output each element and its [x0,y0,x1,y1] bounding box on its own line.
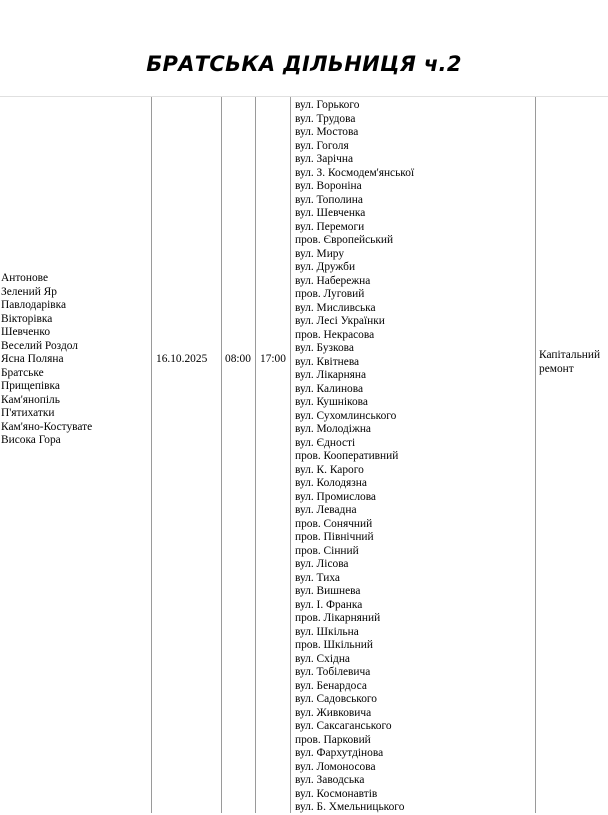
settlement-name: П'ятихатки [1,407,55,419]
street-name: пров. Сонячний [295,517,373,530]
street-name: вул. Сухомлинського [295,409,397,422]
street-name: вул. Садовського [295,693,378,705]
street-name: вул. Левадна [295,504,357,516]
column-divider [255,97,256,813]
street-name: вул. Заводська [295,774,365,786]
date-cell: 16.10.2025 [156,353,208,365]
settlement-name: Кам'яно-Костувате [1,420,93,433]
street-name: вул. Живковича [295,706,372,719]
street-name: вул. І. Франка [295,598,363,611]
street-name: вул. Бенардоса [295,679,367,692]
street-name: вул. Зарічна [295,153,354,165]
street-name: вул. Бузкова [295,342,354,354]
column-divider [221,97,222,813]
street-name: вул. Вороніна [295,180,362,192]
settlement-name: Ясна Поляна [1,353,64,365]
street-name: вул. Молодіжна [295,423,371,435]
street-name: вул. Лісова [295,558,349,570]
street-name: вул. Фархутдінова [295,747,384,759]
street-name: вул. Шевченка [295,207,366,219]
settlement-name: Павлодарівка [1,299,67,311]
street-name: вул. Ломоносова [295,760,376,773]
street-name: вул. Набережна [295,274,371,287]
street-name: вул. Горького [295,99,360,111]
street-name: вул. Б. Хмельницького [295,801,405,813]
time-to-cell: 17:00 [260,353,286,365]
reason-cell [539,348,607,376]
street-name: вул. Тобілевича [295,666,371,678]
street-name: пров. Лікарняний [295,612,381,624]
street-name: пров. Шкільний [295,639,373,651]
street-name: вул. Дружби [295,261,356,273]
street-name: вул. Перемоги [295,220,365,233]
street-name: вул. Космонавтів [295,787,378,800]
street-name: вул. Шкільна [295,625,359,638]
page-title: БРАТСЬКА ДІЛЬНИЦЯ ч.2 [146,52,462,76]
street-name: вул. Калинова [295,382,364,395]
street-name: пров. Європейський [295,234,394,246]
street-name: вул. Вишнева [295,585,361,597]
column-divider [290,97,291,813]
street-name: вул. Миру [295,247,345,260]
settlement-name: Братське [1,366,44,379]
street-name: пров. Кооперативний [295,450,399,462]
column-divider [151,97,152,813]
settlements-cell [1,272,151,448]
street-name: вул. Тиха [295,571,340,584]
street-name: вул. Єдності [295,436,356,449]
street-name: вул. Східна [295,652,350,665]
column-divider [535,97,536,813]
street-name: вул. Промислова [295,490,376,503]
settlement-name: Зелений Яр [1,285,57,298]
settlement-name: Кам'янопіль [1,393,60,406]
settlement-name: Вікторівка [1,312,53,325]
outage-table [0,96,608,813]
street-name: пров. Луговий [295,288,365,300]
street-name: вул. Тополина [295,193,363,206]
street-name: вул. К. Карого [295,463,364,476]
street-name: пров. Парковий [295,733,371,746]
street-name: пров. Некрасова [295,328,375,341]
street-name: вул. Саксаганського [295,720,392,732]
settlement-name: Веселий Роздол [1,339,78,352]
street-name: вул. Колодязна [295,477,367,489]
settlement-name: Шевченко [1,326,51,338]
street-name: вул. Мостова [295,126,359,138]
reason-line: Капітальний [539,349,601,361]
street-name: вул. З. Космодем'янської [295,166,415,179]
settlement-name: Прищепівка [1,380,60,392]
street-name: вул. Квітнева [295,355,360,368]
street-name: пров. Сінний [295,544,359,557]
street-name: вул. Лікарняна [295,369,367,381]
time-from-cell: 08:00 [225,353,251,365]
street-name: вул. Гоголя [295,139,349,152]
street-name: вул. Лесі Українки [295,315,385,327]
reason-line: ремонт [539,363,574,375]
street-name: вул. Кушнікова [295,396,368,408]
street-name: вул. Трудова [295,112,356,125]
settlement-name: Антонове [1,272,49,284]
street-name: вул. Мисливська [295,301,376,314]
settlement-name: Висока Гора [1,434,61,446]
street-name: пров. Північний [295,531,374,543]
streets-cell [295,99,533,815]
